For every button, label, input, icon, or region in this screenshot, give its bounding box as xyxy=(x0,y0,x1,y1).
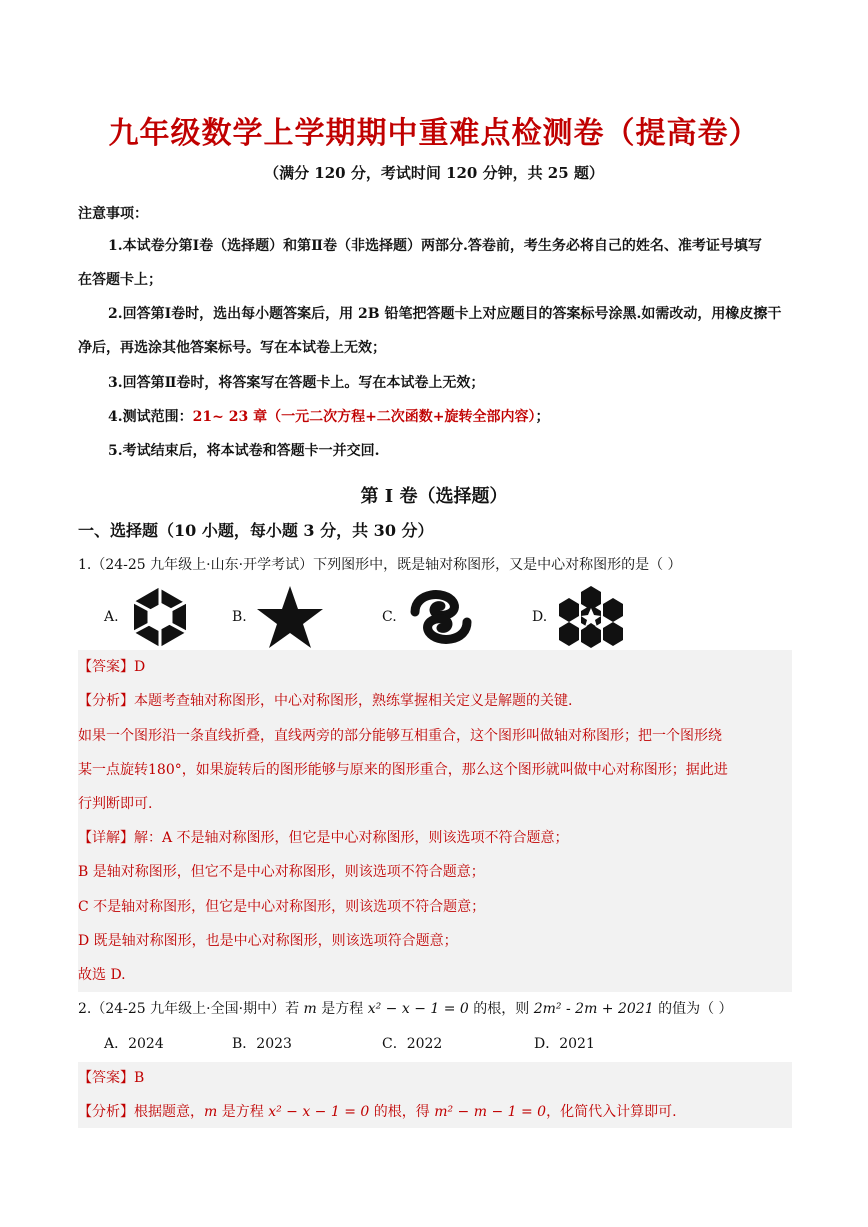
star-icon xyxy=(255,584,325,650)
q2-stem-part3: 的根，则 xyxy=(468,1001,534,1017)
q2-option-c: C．2022 xyxy=(382,1036,443,1052)
q1-analysis-line4: 行判断即可. xyxy=(78,796,153,812)
q1-analysis: 【分析】本题考查轴对称图形，中心对称图形，熟练掌握相关定义是解题的关键. xyxy=(78,693,573,709)
q2-stem-expression: 2m² - 2m + 2021 xyxy=(533,1001,654,1017)
double-swirl-icon xyxy=(405,584,477,650)
q1-detail-line4: D 既是轴对称图形，也是中心对称图形，则该选项符合题意； xyxy=(78,933,458,949)
note-1: 1.本试卷分第Ⅰ卷（选择题）和第Ⅱ卷（非选择题）两部分.答卷前，考生务必将自己的姓名、准考证号填写 xyxy=(108,238,762,254)
q1-detail-line3: C 不是轴对称图形，但它是中心对称图形，则该选项不符合题意； xyxy=(78,899,486,915)
q1-options xyxy=(104,584,664,650)
note-4-suffix: ； xyxy=(535,409,550,425)
q1-option-b xyxy=(232,584,325,650)
q1-detail-line2: B 是轴对称图形，但它不是中心对称图形，则该选项不符合题意； xyxy=(78,864,485,880)
q2-option-b: B．2023 xyxy=(232,1036,292,1052)
q1-stem: 1.（24-25 九年级上·山东·开学考试）下列图形中，既是轴对称图形，又是中心对称图形的是（ ） xyxy=(78,557,682,573)
page-title: 九年级数学上学期期中重难点检测卷（提高卷） xyxy=(108,116,760,151)
note-2-cont: 净后，再选涂其他答案标号。写在本试卷上无效； xyxy=(78,340,386,356)
q2-analysis-equation: x² − x − 1 = 0 xyxy=(268,1104,370,1120)
notes-heading: 注意事项： xyxy=(78,206,148,222)
note-4-range: 21~ 23 章（一元二次方程+二次函数+旋转全部内容） xyxy=(192,409,536,425)
q1-option-c-label: C. xyxy=(382,609,397,625)
q1-option-a-label: A. xyxy=(104,609,119,625)
q2-option-d: D．2021 xyxy=(534,1036,595,1052)
q1-answer: 【答案】D xyxy=(78,659,146,675)
q2-stem xyxy=(78,999,733,1019)
q1-option-d-label: D. xyxy=(532,609,548,625)
q1-option-b-label: B. xyxy=(232,609,247,625)
q2-stem-var: m xyxy=(303,1001,317,1017)
q2-analysis xyxy=(78,1102,677,1122)
q2-stem-part1: 2.（24-25 九年级上·全国·期中）若 xyxy=(78,1001,304,1017)
q1-analysis-line3: 某一点旋转180°，如果旋转后的图形能够与原来的图形重合，那么这个图形就叫做中心对称图形；据此进 xyxy=(78,762,728,778)
note-3: 3.回答第Ⅱ卷时，将答案写在答题卡上。写在本试卷上无效； xyxy=(108,375,485,391)
q2-analysis-part2: 是方程 xyxy=(217,1104,269,1120)
q1-analysis-line2: 如果一个图形沿一条直线折叠，直线两旁的部分能够互相重合，这个图形叫做轴对称图形；把一个图形绕 xyxy=(78,728,722,744)
q1-detail-line5: 故选 D. xyxy=(78,967,126,983)
note-1-cont: 在答题卡上； xyxy=(78,272,162,288)
q2-stem-part2: 是方程 xyxy=(316,1001,368,1017)
page-subtitle: （满分 120 分，考试时间 120 分钟，共 25 题） xyxy=(264,164,604,182)
section-heading: 一、选择题（10 小题，每小题 3 分，共 30 分） xyxy=(78,521,434,540)
note-5: 5.考试结束后，将本试卷和答题卡一并交回. xyxy=(108,443,380,459)
q2-stem-equation: x² − x − 1 = 0 xyxy=(367,1001,469,1017)
q2-analysis-equation2: m² − m − 1 = 0 xyxy=(434,1104,547,1120)
section-title: 第 I 卷（选择题） xyxy=(360,486,508,507)
note-4-prefix: 4.测试范围： xyxy=(108,409,193,425)
q2-analysis-part3: 的根，得 xyxy=(369,1104,435,1120)
q2-analysis-var: m xyxy=(204,1104,218,1120)
q1-option-a xyxy=(104,584,193,650)
note-4 xyxy=(108,407,550,427)
q2-analysis-part4: ，化简代入计算即可. xyxy=(546,1104,677,1120)
q2-option-a: A．2024 xyxy=(104,1036,164,1052)
q1-option-c xyxy=(382,584,477,650)
q1-option-d xyxy=(532,584,627,650)
hexagon-swirl-icon xyxy=(127,584,193,650)
hexagon-flower-icon xyxy=(555,584,627,650)
q2-stem-part4: 的值为（ ） xyxy=(653,1001,733,1017)
q2-analysis-part1: 【分析】根据题意， xyxy=(78,1104,204,1120)
q2-answer: 【答案】B xyxy=(78,1070,145,1086)
q1-detail: 【详解】解：A 不是轴对称图形，但它是中心对称图形，则该选项不符合题意； xyxy=(78,830,569,846)
note-2: 2.回答第Ⅰ卷时，选出每小题答案后，用 2B 铅笔把答题卡上对应题目的答案标号涂黑.如需改动，用橡皮擦干 xyxy=(108,306,782,322)
